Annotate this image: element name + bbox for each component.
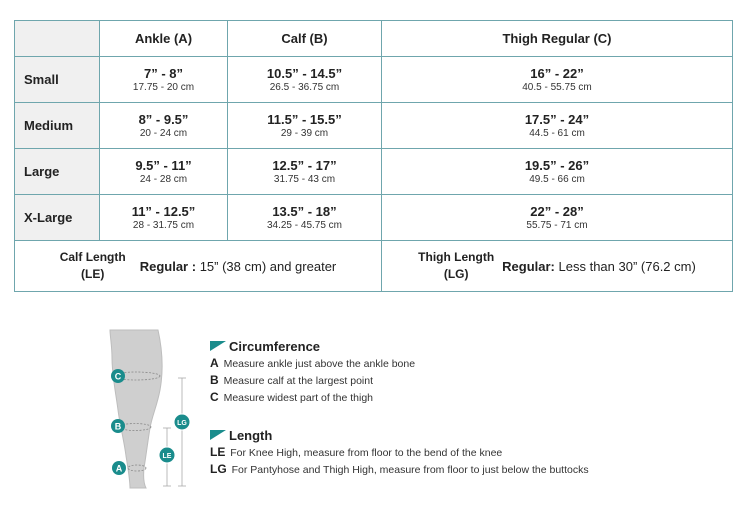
size-label: Large bbox=[15, 149, 100, 195]
header-corner bbox=[15, 21, 100, 57]
size-label: X-Large bbox=[15, 195, 100, 241]
legend-item-a bbox=[210, 355, 730, 372]
header-thigh: Thigh Regular (C) bbox=[382, 21, 733, 57]
calf-cell bbox=[228, 195, 382, 241]
thigh-length-label bbox=[418, 249, 494, 283]
ankle-inches: 8” - 9.5” bbox=[138, 111, 189, 127]
calf-length-label-line1: Calf Length bbox=[59, 250, 126, 264]
thigh-length-regular-value: Less than 30” (76.2 cm) bbox=[558, 258, 696, 274]
calf-inches: 10.5” - 14.5” bbox=[266, 65, 343, 81]
calf-cell bbox=[228, 149, 382, 195]
calf-cell bbox=[228, 57, 382, 103]
calf-length-cell bbox=[15, 241, 382, 292]
table-row-medium bbox=[15, 103, 733, 149]
header-calf: Calf (B) bbox=[228, 21, 382, 57]
calf-cm: 34.25 - 45.75 cm bbox=[266, 219, 343, 231]
marker-b-icon bbox=[111, 419, 125, 433]
circumference-title: Circumference bbox=[229, 338, 321, 354]
leg-illustration bbox=[100, 328, 200, 493]
ankle-inches: 11” - 12.5” bbox=[131, 203, 196, 219]
size-label: Medium bbox=[15, 103, 100, 149]
calf-cm: 26.5 - 36.75 cm bbox=[269, 81, 340, 93]
calf-cm: 31.75 - 43 cm bbox=[273, 173, 336, 185]
thigh-length-value bbox=[502, 259, 696, 274]
calf-inches: 12.5” - 17” bbox=[272, 157, 337, 173]
svg-text:LG: LG bbox=[177, 420, 187, 427]
ankle-cm: 17.75 - 20 cm bbox=[132, 81, 195, 93]
legend-text: Measure ankle just above the ankle bone bbox=[223, 358, 416, 370]
thigh-inches: 19.5” - 26” bbox=[524, 157, 590, 173]
thigh-cell bbox=[382, 57, 733, 103]
table-header-row bbox=[15, 21, 733, 57]
ankle-cm: 20 - 24 cm bbox=[139, 127, 188, 139]
size-label: Small bbox=[15, 57, 100, 103]
thigh-inches: 16” - 22” bbox=[530, 65, 584, 81]
length-heading bbox=[210, 426, 730, 444]
ankle-cm: 28 - 31.75 cm bbox=[132, 219, 195, 231]
thigh-cm: 44.5 - 61 cm bbox=[529, 127, 585, 139]
marker-lg-icon bbox=[174, 414, 190, 430]
length-title: Length bbox=[229, 427, 273, 443]
legend-text: For Knee High, measure from floor to the bend of the knee bbox=[230, 447, 503, 459]
flag-icon bbox=[210, 341, 226, 351]
thigh-length-regular-label: Regular: bbox=[502, 258, 555, 274]
ankle-inches: 9.5” - 11” bbox=[135, 157, 192, 173]
ankle-cell bbox=[100, 195, 228, 241]
marker-le-icon bbox=[159, 447, 175, 463]
legend-item-c bbox=[210, 389, 730, 406]
calf-inches: 11.5” - 15.5” bbox=[267, 111, 342, 127]
svg-text:B: B bbox=[114, 421, 122, 432]
legend-key: C bbox=[210, 390, 219, 404]
calf-length-label-line2: (LE) bbox=[81, 267, 105, 281]
table-row-small bbox=[15, 57, 733, 103]
ankle-cell bbox=[100, 103, 228, 149]
legend-text: For Pantyhose and Thigh High, measure from floor to just below the buttocks bbox=[231, 464, 589, 476]
legend-item-b bbox=[210, 372, 730, 389]
thigh-length-label-line2: (LG) bbox=[443, 267, 469, 281]
table-row-xlarge bbox=[15, 195, 733, 241]
thigh-inches: 22” - 28” bbox=[530, 203, 584, 219]
ankle-cm: 24 - 28 cm bbox=[139, 173, 188, 185]
legend-key: LE bbox=[210, 445, 226, 459]
legend-item-lg bbox=[210, 461, 730, 478]
thigh-cell bbox=[382, 149, 733, 195]
calf-length-regular-label: Regular : bbox=[139, 258, 197, 274]
thigh-cell bbox=[382, 103, 733, 149]
flag-icon bbox=[210, 430, 226, 440]
thigh-cm: 49.5 - 66 cm bbox=[529, 173, 585, 185]
legend-key: B bbox=[210, 373, 219, 387]
legend-key: A bbox=[210, 356, 219, 370]
thigh-cm: 55.75 - 71 cm bbox=[526, 219, 588, 231]
marker-a-icon bbox=[112, 461, 126, 475]
thigh-cm: 40.5 - 55.75 cm bbox=[522, 81, 592, 93]
thigh-inches: 17.5” - 24” bbox=[524, 111, 590, 127]
calf-cell bbox=[228, 103, 382, 149]
calf-cm: 29 - 39 cm bbox=[280, 127, 329, 139]
calf-length-value bbox=[140, 259, 337, 274]
svg-text:A: A bbox=[115, 463, 123, 474]
calf-length-label bbox=[60, 249, 126, 283]
size-chart-table bbox=[14, 20, 733, 292]
table-row-large bbox=[15, 149, 733, 195]
thigh-length-cell bbox=[382, 241, 733, 292]
calf-length-regular-value: 15” (38 cm) and greater bbox=[199, 258, 337, 274]
legend-item-le bbox=[210, 444, 730, 461]
legend-text: Measure widest part of the thigh bbox=[223, 392, 374, 404]
marker-c-icon bbox=[111, 369, 125, 383]
thigh-cell bbox=[382, 195, 733, 241]
legend-text: Measure calf at the largest point bbox=[223, 375, 374, 387]
legend-key: LG bbox=[210, 462, 227, 476]
ankle-inches: 7” - 8” bbox=[143, 65, 183, 81]
measurement-legend bbox=[210, 337, 730, 478]
calf-inches: 13.5” - 18” bbox=[272, 203, 337, 219]
ankle-cell bbox=[100, 149, 228, 195]
thigh-length-label-line1: Thigh Length bbox=[418, 250, 495, 264]
leg-measurement-diagram bbox=[100, 328, 200, 493]
svg-text:C: C bbox=[114, 371, 122, 382]
circumference-heading bbox=[210, 337, 730, 355]
svg-text:LE: LE bbox=[162, 453, 172, 460]
ankle-cell bbox=[100, 57, 228, 103]
header-ankle: Ankle (A) bbox=[100, 21, 228, 57]
length-row bbox=[15, 241, 733, 292]
